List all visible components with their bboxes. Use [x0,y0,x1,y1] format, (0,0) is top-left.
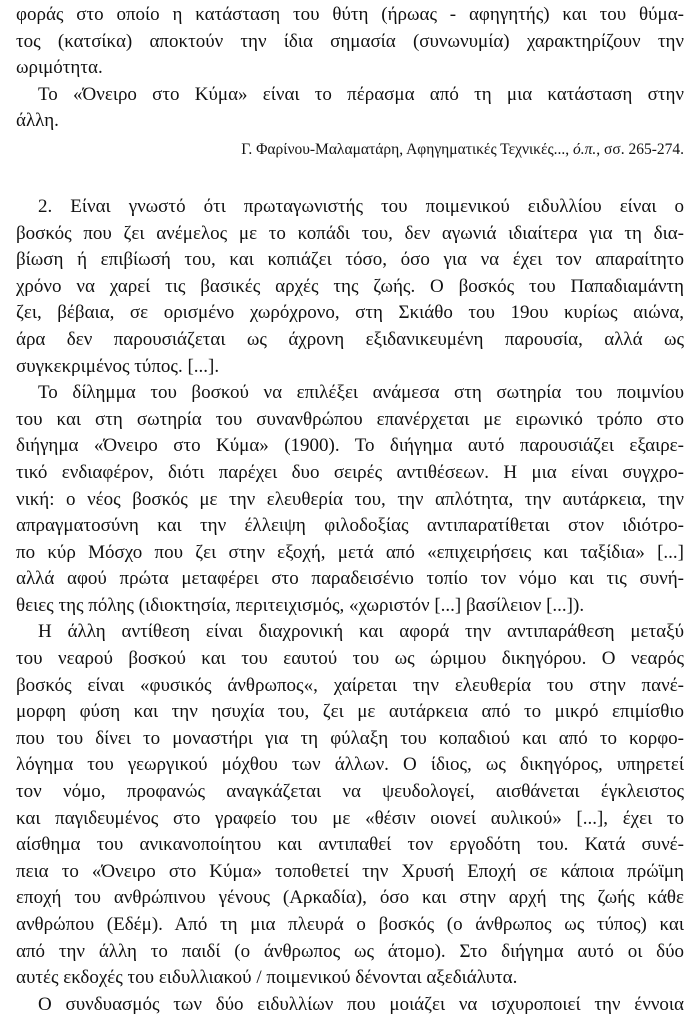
text-line: τος (κατσίκα) αποκτούν την ίδια σημασία (συνωνυμία) χαρακτηρίζουν την [16,30,684,52]
text-line: θειες της πόλης (ιδιοκτησία, περιτειχισμός, «χωριστόν [...] βασίλειον [...]). [16,594,585,616]
body-paragraph [16,194,684,380]
text-line: συγκεκριμένος τύπος. [...]. [16,355,220,377]
text-line: από την άλλη το παιδί (ο άνθρωπος ως άτομο). Στο διήγημα αυτό οι δύο [16,940,684,962]
text-line: αυτές εκδοχές του ειδυλλιακού / ποιμενικού δένονται αξεδιάλυτα. [16,967,518,989]
body-paragraph [16,992,684,1019]
text-line: χρόνο να χαρεί τις βασικές αρχές της ζωής. Ο βοσκός του Παπαδιαμάντη [16,275,684,297]
text-line: άρα δεν παρουσιάζεται ως άχρονη εξιδανικευμένη παρουσία, αλλά ως [16,328,684,350]
quote-paragraph [16,82,684,135]
text-line: μορφη φύση και την ησυχία του, ζει με αυτάρκεια από το μικρό επιμίσθιο [16,701,684,723]
body-paragraph [16,380,684,619]
text-line: Το «Όνειρο στο Κύμα» είναι το πέρασμα από τη μια κατάσταση στην [38,83,684,105]
text-line: τικό ενδιαφέρον, διότι παρέχει δυο σειρές αντιθέσεων. Η μια είναι συγχρο- [16,461,684,483]
quote-paragraph [16,2,684,82]
text-line: αλλά αφού πρώτα μεταφέρει στο παραδεισένιο τοπίο τον νόμο και τις συνή- [16,568,684,590]
text-line: του νεαρού βοσκού και του εαυτού του ως ώριμου δικηγόρου. Ο νεαρός [16,648,684,670]
text-line: βίωση ή επιβίωσή του, και κοπιάζει τόσο, όσο για να έχει τον απαραίτητο [16,249,684,271]
text-line: νική: ο νέος βοσκός με την ελευθερία του, την απλότητα, την αυτάρκεια, την [16,488,684,510]
text-line: διήγημα «Όνειρο στο Κύμα» (1900). Το διήγημα αυτό παρουσιάζει εξαιρε- [16,435,684,457]
document-page [16,2,684,1018]
text-line: και παγιδευμένος στο γραφείο του με «θέσιν οιονεί αυλικού» [...], έχει το [16,807,684,829]
text-line: Ο συνδυασμός των δύο ειδυλλίων που μοιάζει να ισχυροποιεί την έννοια [38,993,684,1015]
text-line: του και στη σωτηρία του συνανθρώπου επανέρχεται με ειρωνικό τρόπο στο [16,408,684,430]
section-gap [16,161,684,194]
text-line: απραγματοσύνη και την έλλειψη φιλοδοξίας αντιπαρατίθεται στον ιδιότρο- [16,515,684,537]
citation-author-title: Γ. Φαρίνου-Μαλαματάρη, Αφηγηματικές Τεχνικές..., [241,140,573,158]
text-line: ζει, βέβαια, σε ορισμένο χωρόχρονο, στη Σκιάθο του 19ου κυρίως αιώνα, [16,302,684,324]
text-line: βοσκός που ζει ανέμελος με το κοπάδι του, δεν αγωνιά ιδιαίτερα για τη δια- [16,222,684,244]
text-line: φοράς στο οποίο η κατάσταση του θύτη (ήρωας - αφηγητής) και του θύμα- [16,4,684,25]
text-line: βοσκός είναι «φυσικός άνθρωπος«, χαίρεται την ελευθερία του στην πανέ- [16,674,684,696]
text-line: 2. Είναι γνωστό ότι πρωταγωνιστής του ποιμενικού ειδυλλίου είναι ο [38,195,684,217]
text-line: πο κύρ Μόσχο που ζει στην εξοχή, μετά από «επιχειρήσεις και ταξίδια» [...] [16,541,684,563]
citation-op-cit: ό.π. [572,140,597,158]
text-line: Η άλλη αντίθεση είναι διαχρονική και αφορά την αντιπαράθεση μεταξύ [38,621,684,643]
citation [16,139,684,161]
text-line: τον νόμο, προφανώς αναγκάζεται να ψευδολογεί, αισθάνεται έγκλειστος [16,781,684,803]
text-line: ανθρώπου (Εδέμ). Από τη μια πλευρά ο βοσκός (ο άνθρωπος ως τύπος) και [16,914,684,935]
body-paragraph [16,619,684,991]
text-line: ωριμότητα. [16,57,103,79]
text-line: αίσθημα του ανικανοποίητου και αντιπαθεί τον εργοδότη του. Κατά συνέ- [16,834,684,856]
text-line: που του δίνει το μοναστήρι για τη φύλαξη του κοπαδιού και από το κορφο- [16,727,684,749]
text-line: λόγημα του γεωργικού μόχθου των άλλων. Ο ίδιος, ως δικηγόρος, υπηρετεί [16,754,684,776]
text-line: εποχή του ανθρώπινου γένους (Αρκαδία), όσο και στην αρχή της ζωής κάθε [16,887,684,909]
text-line: άλλη. [16,110,59,132]
text-line: Το δίλημμα του βοσκού να επιλέξει ανάμεσα στη σωτηρία του ποιμνίου [38,382,684,404]
text-line: πεια το «Όνειρο στο Κύμα» τοποθετεί την Χρυσή Εποχή σε κάποια πρώϊμη [16,860,684,882]
citation-pages: , σσ. 265-274. [596,140,684,158]
